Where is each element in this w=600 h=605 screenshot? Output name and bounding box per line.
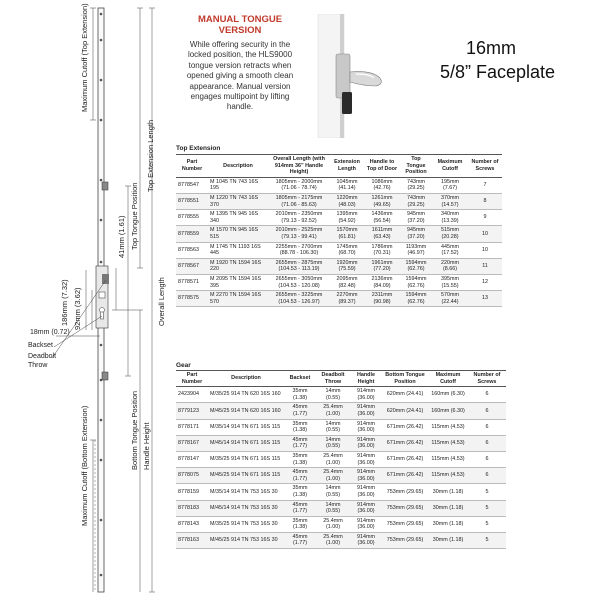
table-cell: 753mm (29.65)	[382, 484, 428, 500]
table-cell: M 1920 TN 1594 16S 220	[208, 258, 268, 274]
table-cell: 8778171	[176, 419, 208, 435]
table-cell: 220mm (8.66)	[432, 258, 468, 274]
gear-header-row	[176, 371, 506, 387]
table-cell: 12	[468, 274, 502, 290]
table-cell: 5	[468, 516, 506, 532]
table-cell: 8778571	[176, 274, 208, 290]
table-cell: 620mm (24.41)	[382, 403, 428, 419]
table-cell: 2655mm - 3225mm (104.53 - 126.97)	[268, 291, 330, 307]
dim-186mm-label: 186mm (7.32)	[60, 279, 69, 326]
table-cell: 445mm (17.52)	[432, 242, 468, 258]
table-cell: 753mm (29.65)	[382, 532, 428, 548]
table-cell: 945mm (37.20)	[400, 210, 432, 226]
table-cell: 914mm (36.00)	[350, 500, 382, 516]
top-extension-length-label: Top Extension Length	[146, 119, 155, 192]
faceplate-drawing	[0, 0, 178, 600]
table-cell: 8778551	[176, 193, 208, 209]
gear-title: Gear	[176, 362, 191, 369]
faceplate-diagram	[0, 0, 178, 600]
table-cell: 1086mm (42.76)	[364, 177, 400, 193]
table-cell: 1261mm (49.65)	[364, 193, 400, 209]
table-cell: 8778163	[176, 532, 208, 548]
table-cell: 340mm (13.39)	[432, 210, 468, 226]
table-cell: M/45/25 914 TN 753 16S 30	[208, 532, 284, 548]
table-cell: M 2095 TN 1594 16S 395	[208, 274, 268, 290]
table-cell: 14mm (0.55)	[316, 500, 350, 516]
table-cell: 5	[468, 532, 506, 548]
tongue-title-line2: VERSION	[218, 25, 262, 36]
table-cell: M/45/25 914 TN 671 16S 115	[208, 468, 284, 484]
table-cell: 2010mm - 2525mm (79.13 - 99.41)	[268, 226, 330, 242]
table-cell: 1594mm (62.76)	[400, 258, 432, 274]
table-row	[176, 291, 502, 307]
table-row	[176, 435, 506, 451]
dim-41mm-label: 41mm (1.61)	[117, 215, 126, 258]
handle-height-label: Handle Height	[142, 422, 151, 470]
top-extension-header-cell: Top Tongue Position	[400, 155, 432, 178]
table-cell: 914mm (36.00)	[350, 403, 382, 419]
table-cell: 45mm (1.77)	[284, 435, 316, 451]
table-cell: 8778183	[176, 500, 208, 516]
table-cell: M/35/25 914 TN 753 16S 30	[208, 516, 284, 532]
table-cell: 671mm (26.42)	[382, 419, 428, 435]
top-extension-header-cell: Extension Length	[330, 155, 364, 178]
table-cell: 25.4mm (1.00)	[316, 468, 350, 484]
table-cell: 8	[468, 193, 502, 209]
table-cell: 2010mm - 2350mm (79.13 - 92.52)	[268, 210, 330, 226]
table-cell: 13	[468, 291, 502, 307]
table-cell: 25.4mm (1.00)	[316, 403, 350, 419]
dim-92mm-label: 92mm (3.62)	[73, 287, 82, 330]
table-cell: 6	[468, 419, 506, 435]
table-cell: 6	[468, 387, 506, 403]
table-cell: 914mm (36.00)	[350, 419, 382, 435]
table-cell: 8778559	[176, 226, 208, 242]
table-cell: 8778575	[176, 291, 208, 307]
table-cell: 8778075	[176, 468, 208, 484]
table-cell: 14mm (0.55)	[316, 435, 350, 451]
top-extension-header-cell: Description	[208, 155, 268, 178]
table-cell: 10	[468, 242, 502, 258]
table-cell: 45mm (1.77)	[284, 532, 316, 548]
table-cell: 8779123	[176, 403, 208, 419]
table-cell: 743mm (29.25)	[400, 177, 432, 193]
table-cell: 30mm (1.18)	[428, 532, 468, 548]
table-cell: 14mm (0.55)	[316, 484, 350, 500]
table-cell: 2095mm (82.48)	[330, 274, 364, 290]
table-cell: 30mm (1.18)	[428, 484, 468, 500]
table-cell: 8778555	[176, 210, 208, 226]
gear-header-cell: Bottom Tongue Position	[382, 371, 428, 387]
gear-header-cell: Deadbolt Throw	[316, 371, 350, 387]
table-cell: 6	[468, 468, 506, 484]
table-cell: 7	[468, 177, 502, 193]
gear-header-cell: Backset	[284, 371, 316, 387]
table-cell: 2655mm - 2875mm (104.53 - 113.19)	[268, 258, 330, 274]
table-cell: 45mm (1.77)	[284, 403, 316, 419]
table-cell: 945mm (37.20)	[400, 226, 432, 242]
table-cell: 1611mm (63.43)	[364, 226, 400, 242]
table-cell: M/35/14 914 TN 671 16S 115	[208, 419, 284, 435]
table-cell: M/35/14 914 TN 753 16S 30	[208, 484, 284, 500]
table-cell: 914mm (36.00)	[350, 451, 382, 467]
table-cell: M 1220 TN 743 16S 370	[208, 193, 268, 209]
table-cell: 45mm (1.77)	[284, 468, 316, 484]
table-cell: 2423904	[176, 387, 208, 403]
table-cell: 2311mm (90.98)	[364, 291, 400, 307]
table-cell: 5	[468, 484, 506, 500]
gear-header-cell: Description	[208, 371, 284, 387]
top-extension-header-cell: Handle to Top of Door	[364, 155, 400, 178]
table-cell: 914mm (36.00)	[350, 516, 382, 532]
table-cell: 2136mm (84.09)	[364, 274, 400, 290]
top-extension-header-cell: Part Number	[176, 155, 208, 178]
table-row	[176, 484, 506, 500]
top-extension-table	[176, 154, 502, 307]
table-row	[176, 258, 502, 274]
table-cell: 914mm (36.00)	[350, 435, 382, 451]
table-cell: 160mm (6.30)	[428, 387, 468, 403]
max-cutoff-top-label: Maximum Cutoff (Top Extension)	[80, 3, 89, 112]
table-cell: 14mm (0.55)	[316, 419, 350, 435]
table-cell: 6	[468, 435, 506, 451]
table-row	[176, 210, 502, 226]
table-cell: 8778547	[176, 177, 208, 193]
table-row	[176, 387, 506, 403]
faceplate-size-inch: 5/8” Faceplate	[440, 62, 556, 82]
table-cell: 1805mm - 2175mm (71.06 - 85.63)	[268, 193, 330, 209]
table-cell: 1395mm (54.92)	[330, 210, 364, 226]
table-cell: 25.4mm (1.00)	[316, 532, 350, 548]
table-cell: 25.4mm (1.00)	[316, 451, 350, 467]
top-extension-header-row	[176, 155, 502, 178]
table-cell: 1570mm (61.81)	[330, 226, 364, 242]
table-cell: 1436mm (56.54)	[364, 210, 400, 226]
table-cell: M 1570 TN 945 16S 515	[208, 226, 268, 242]
tongue-description: While offering security in the locked position, the HLS9000 tongue version retracts when opened giving a smooth clean appearance. Manual version engages multipoint by lifting handle.	[186, 40, 294, 112]
table-cell: 1193mm (46.97)	[400, 242, 432, 258]
table-cell: 620mm (24.41)	[382, 387, 428, 403]
table-row	[176, 451, 506, 467]
table-cell: 914mm (36.00)	[350, 387, 382, 403]
top-extension-header-cell: Overall Length (with 914mm 36” Handle Height)	[268, 155, 330, 178]
table-row	[176, 532, 506, 548]
table-cell: 6	[468, 451, 506, 467]
gear-header-cell: Part Number	[176, 371, 208, 387]
table-cell: 160mm (6.30)	[428, 403, 468, 419]
table-cell: 6	[468, 403, 506, 419]
tongue-title	[190, 14, 290, 36]
table-cell: 14mm (0.55)	[316, 387, 350, 403]
table-cell: M 1045 TN 743 16S 195	[208, 177, 268, 193]
table-cell: M/45/14 914 TN 753 16S 30	[208, 500, 284, 516]
deadbolt-throw-label: Deadbolt Throw	[28, 353, 57, 369]
table-cell: 195mm (7.67)	[432, 177, 468, 193]
table-cell: 914mm (36.00)	[350, 484, 382, 500]
table-cell: 35mm (1.38)	[284, 484, 316, 500]
tongue-title-line1: MANUAL TONGUE	[197, 14, 283, 25]
table-cell: 914mm (36.00)	[350, 468, 382, 484]
table-cell: 753mm (29.65)	[382, 500, 428, 516]
product-photo	[310, 14, 398, 138]
table-cell: 1220mm (48.03)	[330, 193, 364, 209]
table-cell: 671mm (26.42)	[382, 468, 428, 484]
top-tongue-position-label: Top Tongue Position	[130, 182, 139, 250]
top-extension-header-cell: Maximum Cutoff	[432, 155, 468, 178]
table-row	[176, 177, 502, 193]
table-cell: M 1395 TN 945 16S 340	[208, 210, 268, 226]
table-cell: 8778147	[176, 451, 208, 467]
table-cell: 671mm (26.42)	[382, 451, 428, 467]
table-cell: 1961mm (77.20)	[364, 258, 400, 274]
table-cell: 515mm (20.28)	[432, 226, 468, 242]
table-cell: 8778143	[176, 516, 208, 532]
table-cell: 8778167	[176, 435, 208, 451]
top-extension-header-cell: Number of Screws	[468, 155, 502, 178]
table-cell: 35mm (1.38)	[284, 516, 316, 532]
table-cell: 8778567	[176, 258, 208, 274]
table-cell: 35mm (1.38)	[284, 387, 316, 403]
table-cell: 9	[468, 210, 502, 226]
max-cutoff-bottom-label: Maximum Cutoff (Bottom Extension)	[80, 405, 89, 526]
table-row	[176, 242, 502, 258]
table-cell: 115mm (4.53)	[428, 435, 468, 451]
table-row	[176, 516, 506, 532]
table-cell: 35mm (1.38)	[284, 451, 316, 467]
table-cell: 570mm (22.44)	[432, 291, 468, 307]
table-cell: 45mm (1.77)	[284, 500, 316, 516]
table-cell: 115mm (4.53)	[428, 468, 468, 484]
backset-label: Backset	[28, 342, 53, 349]
table-cell: M/45/14 914 TN 671 16S 115	[208, 435, 284, 451]
table-cell: 370mm (14.57)	[432, 193, 468, 209]
gear-table	[176, 370, 506, 549]
table-cell: M/35/25 914 TN 671 16S 115	[208, 451, 284, 467]
table-cell: 671mm (26.42)	[382, 435, 428, 451]
table-row	[176, 419, 506, 435]
table-cell: 1594mm (62.76)	[400, 274, 432, 290]
table-cell: 1805mm - 2000mm (71.06 - 78.74)	[268, 177, 330, 193]
table-cell: 115mm (4.53)	[428, 451, 468, 467]
table-cell: 2655mm - 3050mm (104.53 - 120.08)	[268, 274, 330, 290]
table-cell: 30mm (1.18)	[428, 500, 468, 516]
table-cell: 8778159	[176, 484, 208, 500]
table-cell: 10	[468, 226, 502, 242]
table-cell: M/45/25 914 TN 620 16S 160	[208, 403, 284, 419]
dim-18mm-label: 18mm (0.72)	[30, 329, 70, 336]
table-cell: M 2270 TN 1594 16S 570	[208, 291, 268, 307]
table-row	[176, 468, 506, 484]
table-cell: 395mm (15.55)	[432, 274, 468, 290]
table-cell: 11	[468, 258, 502, 274]
table-cell: 743mm (29.25)	[400, 193, 432, 209]
table-cell: 2255mm - 2700mm (88.78 - 106.30)	[268, 242, 330, 258]
gear-header-cell: Number of Screws	[468, 371, 506, 387]
table-row	[176, 193, 502, 209]
table-cell: 1745mm (68.70)	[330, 242, 364, 258]
table-row	[176, 226, 502, 242]
table-cell: 1786mm (70.31)	[364, 242, 400, 258]
top-extension-title: Top Extension	[176, 145, 221, 152]
table-cell: 914mm (36.00)	[350, 532, 382, 548]
overall-length-label: Overall Length	[157, 277, 166, 326]
table-cell: M/35/25 914 TN 620 16S 160	[208, 387, 284, 403]
table-row	[176, 500, 506, 516]
table-cell: 1594mm (62.76)	[400, 291, 432, 307]
table-cell: 8778563	[176, 242, 208, 258]
table-row	[176, 274, 502, 290]
table-cell: 115mm (4.53)	[428, 419, 468, 435]
table-cell: 1045mm (41.14)	[330, 177, 364, 193]
table-cell: 5	[468, 500, 506, 516]
gear-header-cell: Maximum Cutoff	[428, 371, 468, 387]
faceplate-size-mm: 16mm	[466, 38, 517, 58]
table-cell: 25.4mm (1.00)	[316, 516, 350, 532]
gear-header-cell: Handle Height	[350, 371, 382, 387]
bottom-tongue-position-label: Bottom Tongue Position	[130, 390, 139, 470]
table-row	[176, 403, 506, 419]
table-cell: 753mm (29.65)	[382, 516, 428, 532]
table-cell: 2270mm (89.37)	[330, 291, 364, 307]
table-cell: 1920mm (75.59)	[330, 258, 364, 274]
table-cell: 35mm (1.38)	[284, 419, 316, 435]
table-cell: 30mm (1.18)	[428, 516, 468, 532]
table-cell: M 1745 TN 1193 16S 445	[208, 242, 268, 258]
